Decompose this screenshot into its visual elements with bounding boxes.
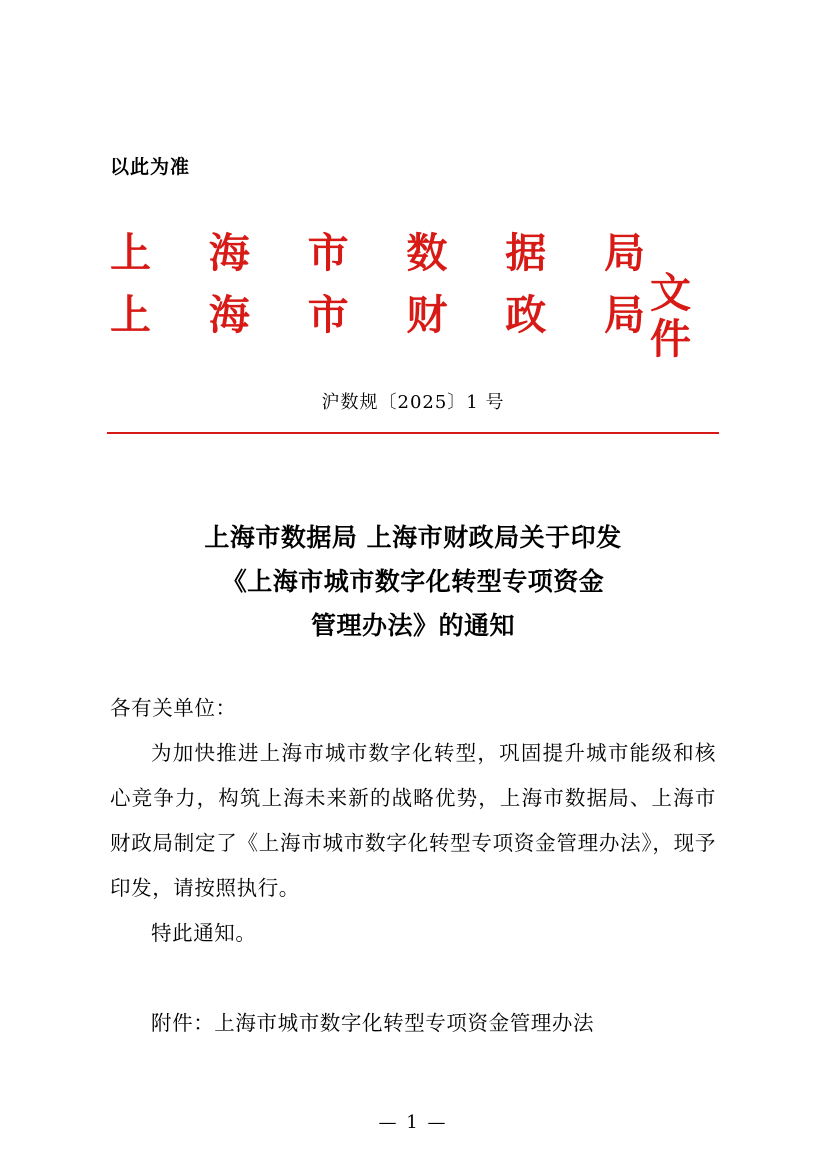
- masthead-line-1: [110, 222, 730, 284]
- title-line-1: 上海市数据局 上海市财政局关于印发: [204, 523, 622, 552]
- document-title: [110, 516, 716, 648]
- title-line-3: 管理办法》的通知: [310, 611, 515, 640]
- title-line-2: 《上海市城市数字化转型专项资金: [221, 567, 605, 596]
- masthead: [110, 222, 730, 363]
- page-number: — 1 —: [378, 1112, 448, 1133]
- top-annotation: 以此为准: [110, 156, 191, 178]
- salutation: 各有关单位：: [110, 696, 237, 720]
- attachment-line: 附件：上海市城市数字化转型专项资金管理办法: [151, 1011, 595, 1035]
- body-paragraph-1: 为加快推进上海市城市数字化转型，巩固提升城市能级和核心竞争力，构筑上海未来新的战略优势，上海市数据局、上海市财政局制定了《上海市城市数字化转型专项资金管理办法》，现予印发，请按照执行。: [110, 741, 716, 900]
- masthead-line-2: [110, 284, 730, 346]
- document-body: [110, 686, 716, 1046]
- document-number: 沪数规〔2025〕1 号: [321, 392, 505, 413]
- masthead-suffix: 文件: [650, 269, 693, 363]
- masthead-line-2-text: 上 海 市 财 政 局: [110, 291, 645, 339]
- masthead-line-1-text: 上 海 市 数 据 局: [110, 229, 645, 277]
- body-paragraph-2: 特此通知。: [151, 921, 257, 945]
- red-divider: [107, 432, 719, 434]
